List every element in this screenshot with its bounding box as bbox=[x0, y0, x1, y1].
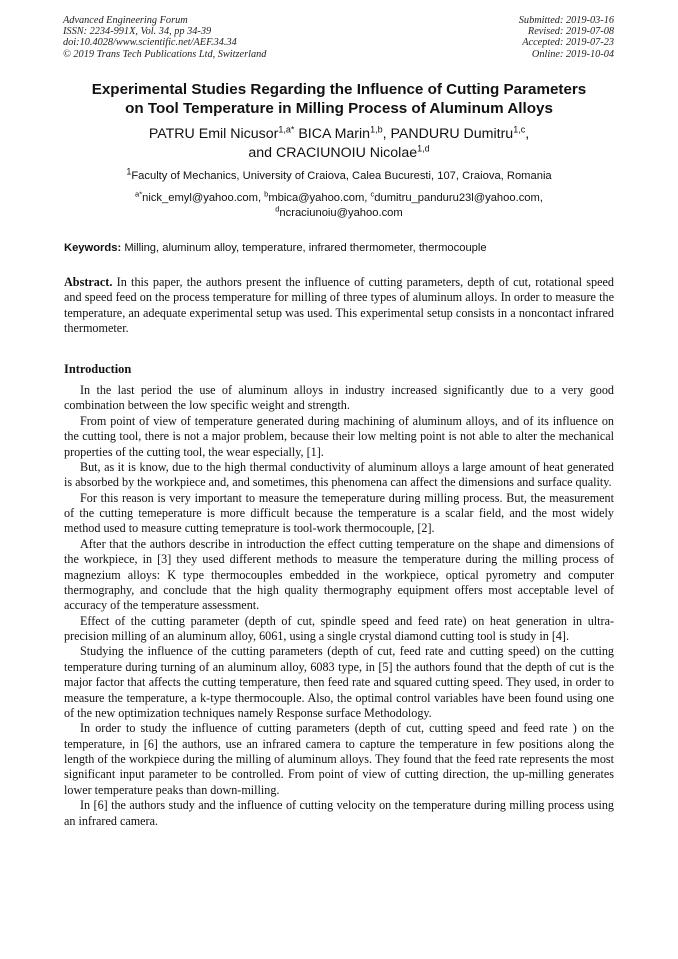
journal-copyright: © 2019 Trans Tech Publications Ltd, Switzerland bbox=[63, 48, 267, 60]
author-affil-mark: 1,c bbox=[513, 124, 526, 135]
body-paragraph: In [6] the authors study and the influence of cutting velocity on the temperature during milling process using an infrared camera. bbox=[64, 798, 614, 828]
abstract bbox=[64, 275, 614, 337]
body-paragraph: In the last period the use of aluminum alloys in industry increased significantly due to a very good combination between the low specific weight and strength. bbox=[64, 383, 614, 413]
keywords-text: Milling, aluminum alloy, temperature, infrared thermometer, thermocouple bbox=[124, 242, 487, 254]
author-affil-mark: 1,b bbox=[370, 124, 383, 135]
body-paragraph: Studying the influence of the cutting parameters (depth of cut, feed rate and cutting speed) on the cutting temperature during turning of an aluminum alloy, 6083 type, in [5] the authors found that the depth of cut is the major factor that affects the cutting temperature, then feed rate and squared cutting speed. They used, in order to measure the temperature, a k-type thermocouple. Also, the optimal control variables have been found using one of the new optimization techniques namely Response surface Methodology. bbox=[64, 644, 614, 720]
date-online: Online: 2019-10-04 bbox=[531, 48, 614, 60]
author-name: CRACIUNOIU Nicolae bbox=[275, 145, 418, 161]
author-conjunction: and bbox=[248, 145, 276, 161]
email-mark: a* bbox=[135, 189, 143, 199]
abstract-label: Abstract. bbox=[64, 275, 113, 289]
date-submitted: Submitted: 2019-03-16 bbox=[518, 15, 614, 26]
author-list bbox=[40, 125, 638, 163]
email-mark: b bbox=[264, 189, 269, 199]
publication-dates bbox=[519, 15, 614, 60]
affiliation bbox=[40, 166, 638, 183]
email-link[interactable]: nick_emyl@yahoo.com, bbox=[142, 192, 262, 204]
authors-line-2 bbox=[40, 144, 638, 163]
body-paragraph: From point of view of temperature generated during machining of aluminum alloys, and of its influence on the cutting tool, there is not a major problem, because their low melting point is not able to alter the mechanical properties of the cutting tool, the wear especially, [1]. bbox=[64, 413, 614, 459]
authors-line-1: PATRU Emil Nicusor$^{1,a*}$ BICA Marin$^{1,b}$, PANDURU Dumitru$^{1,c}$, bbox=[148, 124, 530, 142]
email-mark: c bbox=[370, 189, 375, 199]
date-accepted: Accepted: 2019-07-23 bbox=[522, 37, 614, 49]
emails-line-1 bbox=[60, 191, 618, 206]
body-paragraph: Effect of the cutting parameter (depth of cut, spindle speed and feed rate) on heat generation in ultra-precision milling of an aluminum alloy, 6061, using a single crystal diamond cutting tool is study in [4]. bbox=[64, 613, 614, 643]
body-paragraph: In order to study the influence of cutting parameters (depth of cut, cutting speed and feed rate ) on the temperature, in [6] the authors, use an infrared camera to capture the temperature in few positions along the length of the workpiece during the milling of aluminum alloys. They found that the feed rate represents the most significant input parameter to be controlled. From point of view of cutting direction, the up-milling generates lower temperature peaks than down-milling. bbox=[64, 721, 614, 797]
email-link[interactable]: mbica@yahoo.com, bbox=[268, 192, 368, 204]
email-mark: d bbox=[275, 203, 280, 213]
date-revised: Revised: 2019-07-08 bbox=[527, 26, 614, 38]
affiliation-mark: 1 bbox=[126, 166, 132, 177]
abstract-text: In this paper, the authors present the influence of cutting parameters, depth of cut, rotational speed and speed feed on the process temperature for milling of three types of aluminum alloys. In order to measure the temperature, an adequate experimental setup was used. This experimental setup consists in a noncontact infrared thermometer. bbox=[64, 275, 615, 336]
journal-info bbox=[63, 15, 266, 60]
keywords-label: Keywords: bbox=[64, 242, 122, 254]
emails-line-2 bbox=[60, 203, 618, 221]
body-paragraph: After that the authors describe in introduction the effect cutting temperature on the shape and dimensions of the workpiece, in [3] they used different methods to measure the temperature during the milling process of magnezium alloys: K type thermocouples embedded in the workpiece, optical pyrometry and computer thermography, and conclude that the high quality thermography equipment offers most acceptable level of accuracy of the temperature assessment. bbox=[64, 536, 614, 613]
email-link[interactable]: dumitru_panduru23l@yahoo.com, bbox=[374, 192, 543, 204]
keywords bbox=[64, 241, 614, 255]
author-name: PANDURU Dumitru bbox=[390, 126, 514, 142]
email-link[interactable]: ncraciunoiu@yahoo.com bbox=[279, 206, 403, 219]
body-paragraph: But, as it is know, due to the high thermal conductivity of aluminum alloys a large amount of heat generated is absorbed by the workpiece and, and sometimes, this phenomena can affect the dimensions and surface quality. bbox=[64, 459, 614, 490]
title-line-2: on Tool Temperature in Milling Process of Aluminum Alloys bbox=[125, 100, 553, 117]
introduction-body bbox=[64, 383, 614, 829]
section-heading-introduction: Introduction bbox=[64, 362, 132, 376]
author-name: BICA Marin bbox=[298, 126, 371, 142]
journal-issn: ISSN: 2234-991X, Vol. 34, pp 34-39 bbox=[63, 26, 212, 38]
paper-title bbox=[40, 80, 638, 118]
author-affil-mark: 1,d bbox=[417, 143, 430, 154]
body-paragraph: For this reason is very important to measure the temeperature during milling process. But, the measurement of the cutting temeperature is more difficult because the temperature is a scalar field, and the most widely method used to measure cutting temeprature is tool-work thermocouple, [2]. bbox=[64, 490, 614, 536]
journal-doi[interactable]: doi:10.4028/www.scientific.net/AEF.34.34 bbox=[63, 37, 237, 49]
author-affil-mark: 1,a* bbox=[278, 124, 295, 135]
journal-name: Advanced Engineering Forum bbox=[63, 15, 188, 26]
author-emails bbox=[60, 191, 618, 220]
title-line-1: Experimental Studies Regarding the Influence of Cutting Parameters bbox=[91, 81, 587, 98]
affiliation-text: Faculty of Mechanics, University of Craiova, Calea Bucuresti, 107, Craiova, Romania bbox=[131, 170, 552, 182]
author-name: PATRU Emil Nicusor bbox=[148, 126, 279, 142]
